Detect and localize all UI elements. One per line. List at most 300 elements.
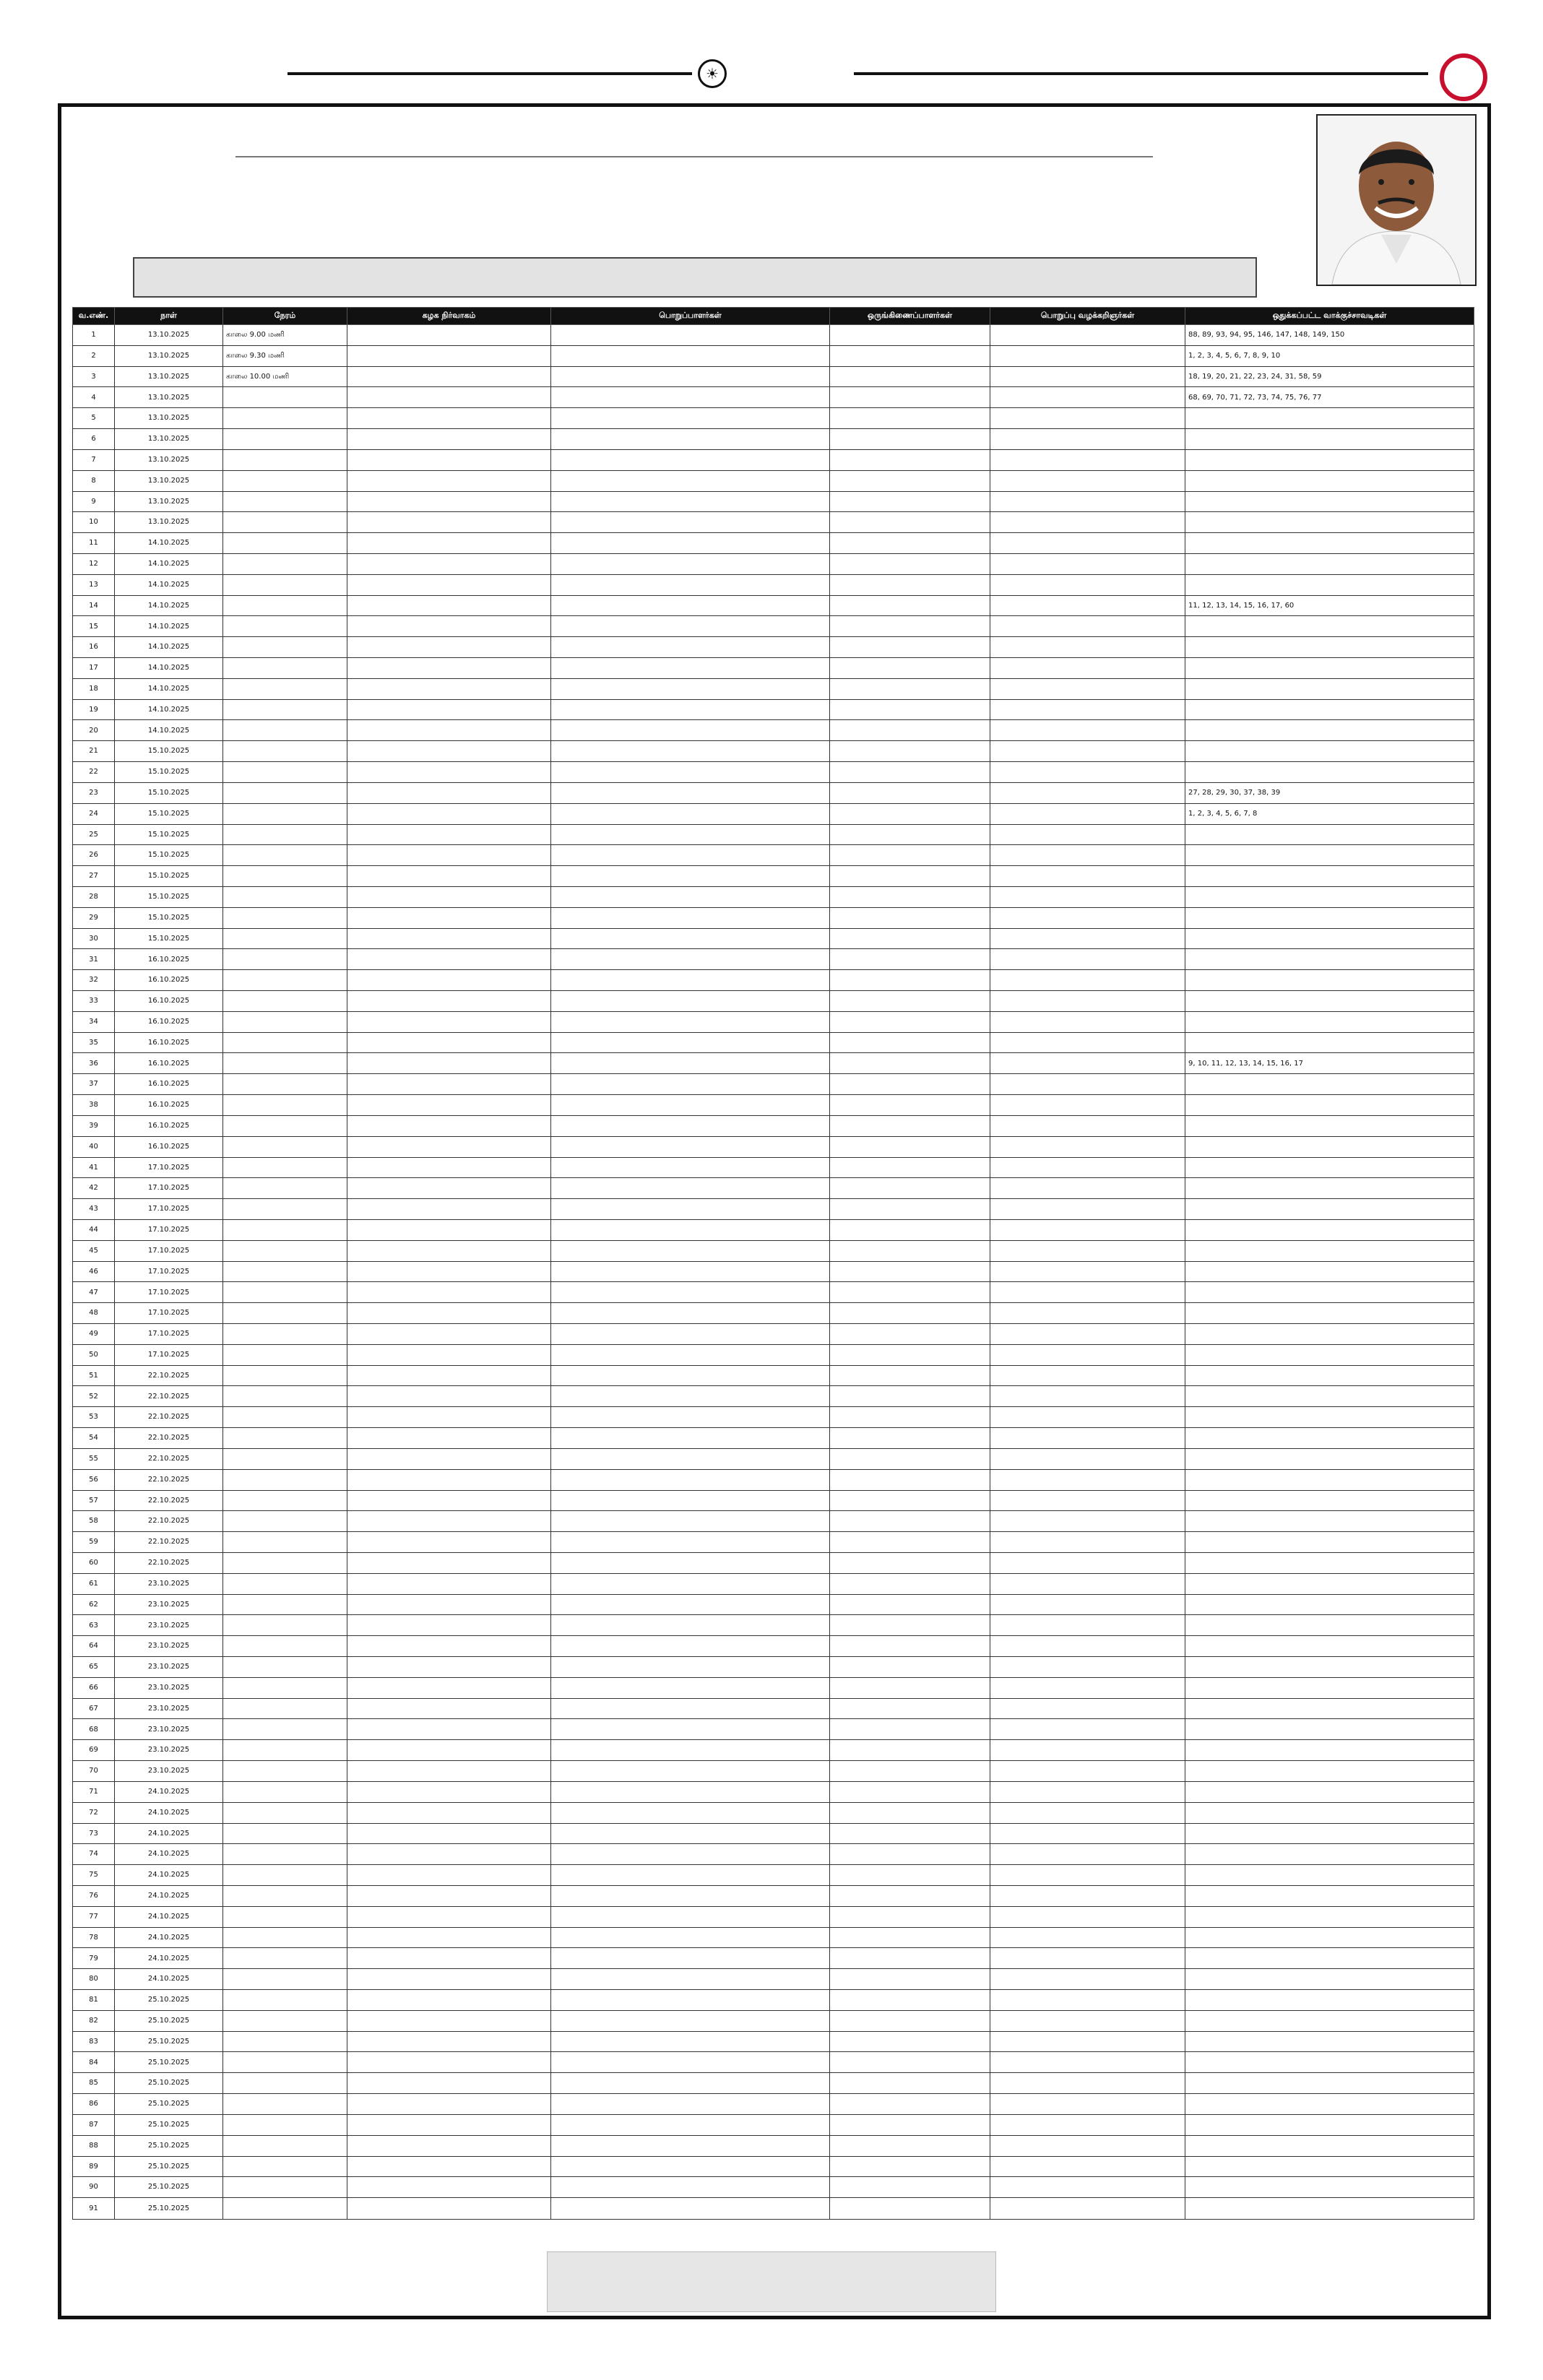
cell-lawyer	[990, 845, 1185, 866]
cell-coordinator	[830, 720, 990, 741]
cell-incharge	[551, 928, 830, 949]
cell-unit	[347, 2177, 551, 2198]
table-row	[73, 928, 1474, 949]
cell-incharge	[551, 2052, 830, 2073]
cell-booths	[1185, 658, 1474, 679]
cell-lawyer	[990, 637, 1185, 658]
cell-incharge	[551, 1948, 830, 1969]
banner-box	[133, 257, 1257, 298]
cell-date: 23.10.2025	[115, 1677, 223, 1698]
cell-serial: 73	[73, 1823, 115, 1844]
cell-booths	[1185, 2052, 1474, 2073]
cell-time	[223, 2156, 347, 2177]
footer-box	[547, 2251, 996, 2312]
cell-incharge	[551, 782, 830, 803]
cell-serial: 44	[73, 1219, 115, 1240]
cell-date: 24.10.2025	[115, 1969, 223, 1990]
cell-time	[223, 1344, 347, 1365]
cell-time	[223, 1032, 347, 1053]
cell-booths	[1185, 699, 1474, 720]
cell-time	[223, 824, 347, 845]
cell-unit	[347, 1178, 551, 1199]
cell-date: 17.10.2025	[115, 1282, 223, 1303]
cell-incharge	[551, 1552, 830, 1573]
cell-unit	[347, 1303, 551, 1324]
table-row	[73, 1906, 1474, 1927]
cell-date: 22.10.2025	[115, 1448, 223, 1469]
cell-coordinator	[830, 1885, 990, 1906]
cell-date: 14.10.2025	[115, 533, 223, 554]
cell-time	[223, 1407, 347, 1428]
cell-coordinator	[830, 741, 990, 762]
cell-lawyer	[990, 2135, 1185, 2156]
cell-unit	[347, 1657, 551, 1678]
cell-time	[223, 949, 347, 970]
cell-incharge	[551, 387, 830, 408]
cell-serial: 2	[73, 345, 115, 366]
cell-coordinator	[830, 1511, 990, 1532]
cell-coordinator	[830, 2094, 990, 2115]
cell-date: 24.10.2025	[115, 1865, 223, 1886]
cell-unit	[347, 595, 551, 616]
cell-lawyer	[990, 1324, 1185, 1345]
cell-time	[223, 1740, 347, 1761]
cell-date: 17.10.2025	[115, 1219, 223, 1240]
cell-incharge	[551, 2177, 830, 2198]
headline-rule	[235, 156, 1153, 157]
cell-lawyer	[990, 491, 1185, 512]
cell-lawyer	[990, 325, 1185, 346]
cell-incharge	[551, 533, 830, 554]
cell-coordinator	[830, 866, 990, 887]
cell-incharge	[551, 1636, 830, 1657]
cell-unit	[347, 1781, 551, 1802]
cell-booths	[1185, 1781, 1474, 1802]
cell-lawyer	[990, 1990, 1185, 2011]
column-header-serial: வ.எண்.	[73, 308, 115, 325]
cell-date: 16.10.2025	[115, 1011, 223, 1032]
cell-incharge	[551, 741, 830, 762]
cell-booths	[1185, 1594, 1474, 1615]
cell-time	[223, 1365, 347, 1386]
table-row	[73, 2135, 1474, 2156]
cell-date: 17.10.2025	[115, 1178, 223, 1199]
cell-unit	[347, 1511, 551, 1532]
cell-date: 17.10.2025	[115, 1261, 223, 1282]
table-row	[73, 991, 1474, 1012]
cell-coordinator	[830, 616, 990, 637]
cell-incharge	[551, 1677, 830, 1698]
cell-time	[223, 1324, 347, 1345]
cell-incharge	[551, 2114, 830, 2135]
table-row	[73, 1490, 1474, 1511]
table-row	[73, 1885, 1474, 1906]
cell-date: 13.10.2025	[115, 429, 223, 450]
table-row	[73, 1448, 1474, 1469]
cell-coordinator	[830, 2031, 990, 2052]
table-row	[73, 1719, 1474, 1740]
cell-unit	[347, 1740, 551, 1761]
cell-serial: 61	[73, 1573, 115, 1594]
cell-unit	[347, 1677, 551, 1698]
cell-coordinator	[830, 1261, 990, 1282]
table-row	[73, 699, 1474, 720]
cell-incharge	[551, 574, 830, 595]
cell-date: 15.10.2025	[115, 886, 223, 907]
cell-date: 24.10.2025	[115, 1802, 223, 1823]
cell-serial: 14	[73, 595, 115, 616]
cell-time: காலை 10.00 மணி	[223, 366, 347, 387]
cell-booths	[1185, 824, 1474, 845]
table-row	[73, 907, 1474, 928]
table-row	[73, 1469, 1474, 1490]
cell-serial: 35	[73, 1032, 115, 1053]
cell-coordinator	[830, 762, 990, 783]
cell-booths	[1185, 1261, 1474, 1282]
table-row	[73, 533, 1474, 554]
cell-booths	[1185, 1719, 1474, 1740]
cell-incharge	[551, 1053, 830, 1074]
cell-lawyer	[990, 1240, 1185, 1261]
cell-serial: 89	[73, 2156, 115, 2177]
table-row	[73, 1074, 1474, 1095]
cell-serial: 53	[73, 1407, 115, 1428]
cell-unit	[347, 1032, 551, 1053]
cell-incharge	[551, 1885, 830, 1906]
table-row	[73, 512, 1474, 533]
cell-serial: 63	[73, 1615, 115, 1636]
cell-lawyer	[990, 1386, 1185, 1407]
cell-serial: 60	[73, 1552, 115, 1573]
cell-serial: 77	[73, 1906, 115, 1927]
column-header-unit: கழக நிர்வாகம்	[347, 308, 551, 325]
cell-date: 24.10.2025	[115, 1781, 223, 1802]
cell-time	[223, 1386, 347, 1407]
cell-serial: 54	[73, 1428, 115, 1449]
cell-booths: 1, 2, 3, 4, 5, 6, 7, 8	[1185, 803, 1474, 824]
cell-serial: 40	[73, 1136, 115, 1157]
cell-booths	[1185, 1219, 1474, 1240]
cell-time	[223, 1677, 347, 1698]
cell-coordinator	[830, 595, 990, 616]
cell-time	[223, 1823, 347, 1844]
cell-coordinator	[830, 2114, 990, 2135]
cell-coordinator	[830, 886, 990, 907]
cell-lawyer	[990, 616, 1185, 637]
cell-coordinator	[830, 1199, 990, 1220]
table-row	[73, 553, 1474, 574]
cell-lawyer	[990, 1511, 1185, 1532]
cell-incharge	[551, 512, 830, 533]
cell-incharge	[551, 1615, 830, 1636]
cell-time	[223, 1719, 347, 1740]
cell-incharge	[551, 2010, 830, 2031]
rising-sun-icon: ☀	[698, 59, 727, 88]
cell-time	[223, 574, 347, 595]
cell-serial: 28	[73, 886, 115, 907]
cell-lawyer	[990, 1365, 1185, 1386]
cell-date: 22.10.2025	[115, 1407, 223, 1428]
cell-booths	[1185, 491, 1474, 512]
cell-coordinator	[830, 2010, 990, 2031]
cell-booths	[1185, 1885, 1474, 1906]
cell-incharge	[551, 970, 830, 991]
cell-booths	[1185, 1032, 1474, 1053]
cell-lawyer	[990, 1199, 1185, 1220]
cell-date: 25.10.2025	[115, 2198, 223, 2220]
table-row	[73, 845, 1474, 866]
cell-serial: 72	[73, 1802, 115, 1823]
cell-date: 13.10.2025	[115, 366, 223, 387]
cell-unit	[347, 886, 551, 907]
cell-unit	[347, 1906, 551, 1927]
table-row	[73, 1657, 1474, 1678]
cell-unit	[347, 2073, 551, 2094]
cell-serial: 36	[73, 1053, 115, 1074]
cell-time	[223, 1990, 347, 2011]
portrait-illustration	[1318, 116, 1475, 285]
cell-coordinator	[830, 1969, 990, 1990]
cell-incharge	[551, 1969, 830, 1990]
table-row	[73, 1698, 1474, 1719]
cell-booths	[1185, 1573, 1474, 1594]
cell-time	[223, 1511, 347, 1532]
cell-date: 23.10.2025	[115, 1636, 223, 1657]
cell-booths	[1185, 1095, 1474, 1116]
cell-unit	[347, 2114, 551, 2135]
cell-serial: 33	[73, 991, 115, 1012]
cell-unit	[347, 1344, 551, 1365]
cell-unit	[347, 1011, 551, 1032]
cell-booths	[1185, 1344, 1474, 1365]
cell-unit	[347, 678, 551, 699]
table-row	[73, 1032, 1474, 1053]
cell-lawyer	[990, 2198, 1185, 2220]
cell-time	[223, 1594, 347, 1615]
cell-date: 15.10.2025	[115, 741, 223, 762]
table-row	[73, 866, 1474, 887]
cell-serial: 71	[73, 1781, 115, 1802]
cell-lawyer	[990, 866, 1185, 887]
cell-date: 17.10.2025	[115, 1157, 223, 1178]
cell-unit	[347, 553, 551, 574]
cell-lawyer	[990, 1802, 1185, 1823]
cell-date: 15.10.2025	[115, 782, 223, 803]
cell-lawyer	[990, 345, 1185, 366]
cell-coordinator	[830, 1990, 990, 2011]
cell-incharge	[551, 1906, 830, 1927]
cell-booths	[1185, 2010, 1474, 2031]
cell-incharge	[551, 1490, 830, 1511]
cell-date: 16.10.2025	[115, 970, 223, 991]
cell-coordinator	[830, 637, 990, 658]
cell-incharge	[551, 637, 830, 658]
table-row	[73, 2052, 1474, 2073]
cell-unit	[347, 1407, 551, 1428]
table-row	[73, 1199, 1474, 1220]
cell-lawyer	[990, 741, 1185, 762]
table-row	[73, 1240, 1474, 1261]
cell-booths	[1185, 1324, 1474, 1345]
cell-time	[223, 1136, 347, 1157]
cell-unit	[347, 429, 551, 450]
cell-booths	[1185, 1657, 1474, 1678]
cell-serial: 15	[73, 616, 115, 637]
cell-date: 13.10.2025	[115, 325, 223, 346]
cell-date: 24.10.2025	[115, 1844, 223, 1865]
cell-booths	[1185, 470, 1474, 491]
cell-lawyer	[990, 1906, 1185, 1927]
cell-coordinator	[830, 1095, 990, 1116]
cell-time	[223, 1761, 347, 1782]
cell-serial: 9	[73, 491, 115, 512]
cell-unit	[347, 470, 551, 491]
cell-coordinator	[830, 1324, 990, 1345]
cell-lawyer	[990, 886, 1185, 907]
cell-time	[223, 907, 347, 928]
table-row	[73, 574, 1474, 595]
cell-lawyer	[990, 1761, 1185, 1782]
cell-booths: 1, 2, 3, 4, 5, 6, 7, 8, 9, 10	[1185, 345, 1474, 366]
cell-date: 13.10.2025	[115, 408, 223, 429]
cell-booths	[1185, 1074, 1474, 1095]
table-row	[73, 1615, 1474, 1636]
cell-lawyer	[990, 1532, 1185, 1553]
cell-unit	[347, 1448, 551, 1469]
cell-serial: 70	[73, 1761, 115, 1782]
cell-serial: 80	[73, 1969, 115, 1990]
cell-booths	[1185, 1844, 1474, 1865]
cell-booths	[1185, 1532, 1474, 1553]
cell-coordinator	[830, 824, 990, 845]
cell-time	[223, 1948, 347, 1969]
table-row	[73, 2031, 1474, 2052]
cell-time	[223, 408, 347, 429]
cell-unit	[347, 741, 551, 762]
cell-coordinator	[830, 1178, 990, 1199]
cell-booths	[1185, 1636, 1474, 1657]
cell-booths: 18, 19, 20, 21, 22, 23, 24, 31, 58, 59	[1185, 366, 1474, 387]
cell-incharge	[551, 1802, 830, 1823]
cell-unit	[347, 1095, 551, 1116]
cell-booths	[1185, 2031, 1474, 2052]
cell-booths	[1185, 1428, 1474, 1449]
cell-lawyer	[990, 1636, 1185, 1657]
cell-coordinator	[830, 782, 990, 803]
cell-booths	[1185, 678, 1474, 699]
cell-serial: 38	[73, 1095, 115, 1116]
cell-time	[223, 928, 347, 949]
cell-lawyer	[990, 2177, 1185, 2198]
cell-incharge	[551, 658, 830, 679]
cell-coordinator	[830, 1552, 990, 1573]
table-row	[73, 470, 1474, 491]
column-header-lawyer: பொறுப்பு வழக்கறிஞர்கள்	[990, 308, 1185, 325]
table-row	[73, 1115, 1474, 1136]
cell-lawyer	[990, 991, 1185, 1012]
cell-coordinator	[830, 491, 990, 512]
cell-serial: 52	[73, 1386, 115, 1407]
cell-lawyer	[990, 1677, 1185, 1698]
cell-time	[223, 1969, 347, 1990]
cell-time	[223, 1448, 347, 1469]
cell-booths	[1185, 2135, 1474, 2156]
cell-date: 23.10.2025	[115, 1761, 223, 1782]
cell-date: 14.10.2025	[115, 678, 223, 699]
cell-lawyer	[990, 2156, 1185, 2177]
cell-coordinator	[830, 845, 990, 866]
cell-serial: 1	[73, 325, 115, 346]
cell-coordinator	[830, 1761, 990, 1782]
cell-date: 17.10.2025	[115, 1303, 223, 1324]
cell-serial: 83	[73, 2031, 115, 2052]
cell-lawyer	[990, 595, 1185, 616]
cell-coordinator	[830, 2198, 990, 2220]
cell-unit	[347, 1428, 551, 1449]
cell-serial: 56	[73, 1469, 115, 1490]
cell-lawyer	[990, 1053, 1185, 1074]
table-row	[73, 1157, 1474, 1178]
cell-time	[223, 970, 347, 991]
cell-unit	[347, 637, 551, 658]
cell-coordinator	[830, 1781, 990, 1802]
cell-coordinator	[830, 1823, 990, 1844]
table-row	[73, 2198, 1474, 2220]
cell-coordinator	[830, 1428, 990, 1449]
cell-time: காலை 9.30 மணி	[223, 345, 347, 366]
table-row	[73, 387, 1474, 408]
cell-coordinator	[830, 1844, 990, 1865]
table-row	[73, 1136, 1474, 1157]
cell-date: 23.10.2025	[115, 1594, 223, 1615]
cell-coordinator	[830, 1865, 990, 1886]
table-row	[73, 1740, 1474, 1761]
table-row	[73, 449, 1474, 470]
cell-lawyer	[990, 1594, 1185, 1615]
table-row	[73, 1844, 1474, 1865]
cell-date: 25.10.2025	[115, 1990, 223, 2011]
cell-booths	[1185, 907, 1474, 928]
cell-lawyer	[990, 762, 1185, 783]
cell-unit	[347, 845, 551, 866]
cell-serial: 69	[73, 1740, 115, 1761]
cell-incharge	[551, 1428, 830, 1449]
cell-date: 24.10.2025	[115, 1885, 223, 1906]
cell-time	[223, 429, 347, 450]
cell-unit	[347, 408, 551, 429]
cell-incharge	[551, 2073, 830, 2094]
cell-date: 16.10.2025	[115, 949, 223, 970]
cell-time	[223, 1532, 347, 1553]
cell-booths	[1185, 1761, 1474, 1782]
table-row	[73, 595, 1474, 616]
cell-serial: 75	[73, 1865, 115, 1886]
cell-serial: 29	[73, 907, 115, 928]
cell-booths	[1185, 741, 1474, 762]
cell-booths	[1185, 1407, 1474, 1428]
cell-incharge	[551, 1719, 830, 1740]
cell-serial: 78	[73, 1927, 115, 1948]
cell-lawyer	[990, 1407, 1185, 1428]
cell-incharge	[551, 1594, 830, 1615]
cell-unit	[347, 449, 551, 470]
cell-serial: 48	[73, 1303, 115, 1324]
cell-serial: 16	[73, 637, 115, 658]
cell-booths	[1185, 1677, 1474, 1698]
cell-serial: 68	[73, 1719, 115, 1740]
cell-lawyer	[990, 1032, 1185, 1053]
cell-unit	[347, 949, 551, 970]
